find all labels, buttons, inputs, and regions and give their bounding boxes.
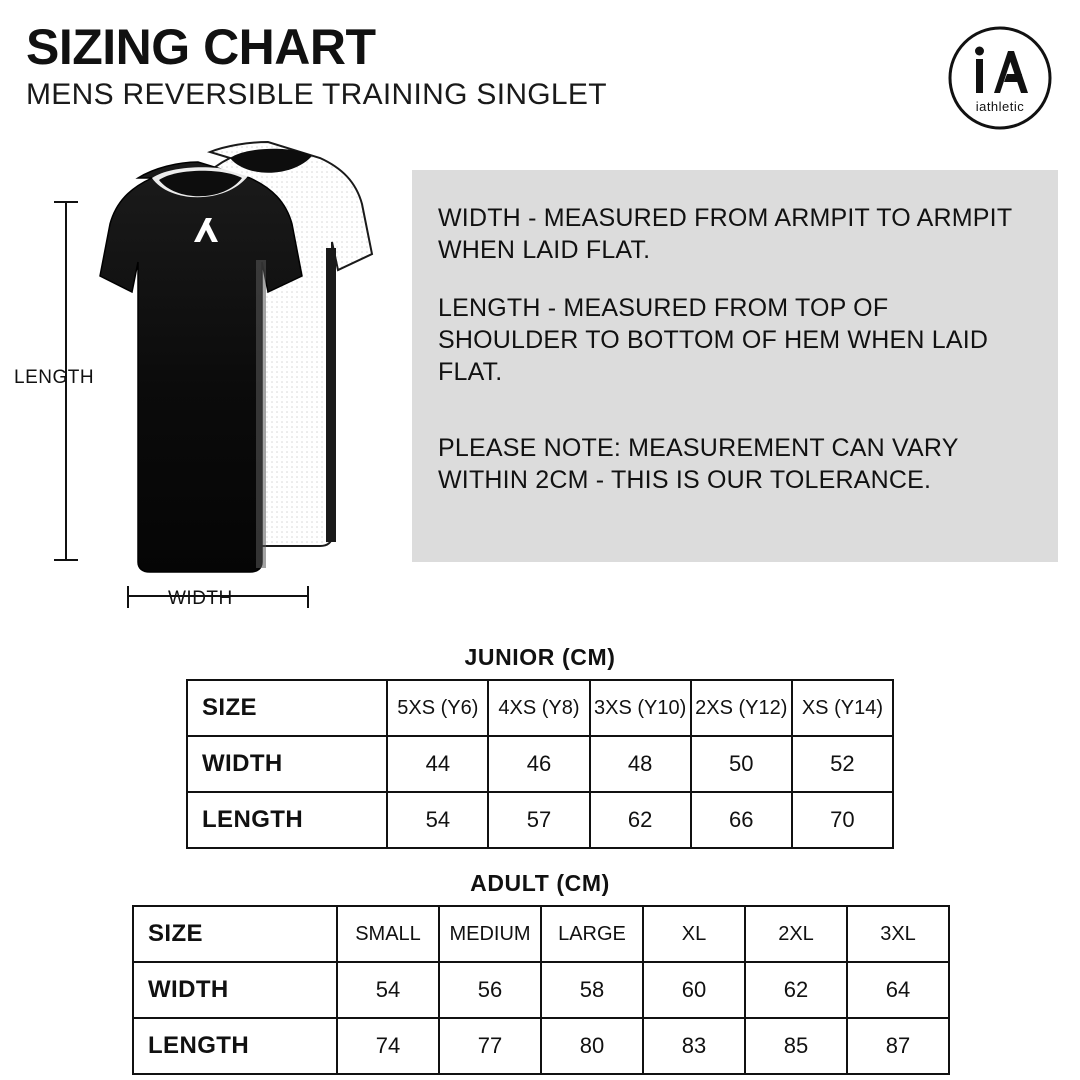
table-row (133, 1018, 949, 1074)
adult-length-4: 83 (643, 1018, 745, 1074)
junior-length-1: 54 (387, 792, 488, 848)
row-label-length: LENGTH (133, 1018, 337, 1074)
row-label-size: SIZE (187, 680, 387, 736)
measurement-notes-panel (412, 170, 1058, 562)
junior-size-1: 5XS (Y6) (387, 680, 488, 736)
adult-width-1: 54 (337, 962, 439, 1018)
row-label-size: SIZE (133, 906, 337, 962)
adult-width-6: 64 (847, 962, 949, 1018)
junior-width-4: 50 (691, 736, 792, 792)
junior-width-1: 44 (387, 736, 488, 792)
note-length: LENGTH - MEASURED FROM TOP OF SHOULDER TO BOTTOM OF HEM WHEN LAID FLAT. (438, 294, 989, 386)
adult-length-1: 74 (337, 1018, 439, 1074)
adult-table-caption: ADULT (CM) (470, 870, 610, 896)
adult-length-2: 77 (439, 1018, 541, 1074)
junior-size-4: 2XS (Y12) (691, 680, 792, 736)
junior-length-5: 70 (792, 792, 893, 848)
adult-size-table (132, 905, 950, 1075)
page-header (26, 19, 1054, 111)
row-label-width: WIDTH (133, 962, 337, 1018)
note-width: WIDTH - MEASURED FROM ARMPIT TO ARMPIT WHEN LAID FLAT. (438, 204, 1012, 264)
adult-size-6: 3XL (847, 906, 949, 962)
iathletic-logo (948, 26, 1052, 130)
svg-text:iathletic: iathletic (975, 99, 1025, 114)
junior-width-2: 46 (488, 736, 589, 792)
junior-size-3: 3XS (Y10) (590, 680, 691, 736)
junior-width-3: 48 (590, 736, 691, 792)
adult-length-3: 80 (541, 1018, 643, 1074)
table-row (187, 736, 893, 792)
length-dimension-label: LENGTH (14, 367, 95, 388)
adult-width-2: 56 (439, 962, 541, 1018)
adult-size-2: MEDIUM (439, 906, 541, 962)
adult-length-6: 87 (847, 1018, 949, 1074)
junior-size-2: 4XS (Y8) (488, 680, 589, 736)
adult-width-4: 60 (643, 962, 745, 1018)
table-row (133, 962, 949, 1018)
table-row (187, 680, 893, 736)
row-label-length: LENGTH (187, 792, 387, 848)
junior-size-5: XS (Y14) (792, 680, 893, 736)
adult-width-5: 62 (745, 962, 847, 1018)
adult-size-table-block (132, 870, 948, 1075)
junior-length-2: 57 (488, 792, 589, 848)
junior-length-3: 62 (590, 792, 691, 848)
junior-table-caption: JUNIOR (CM) (464, 644, 616, 670)
note-tolerance: PLEASE NOTE: MEASUREMENT CAN VARY WITHIN 2CM - THIS IS OUR TOLERANCE. (438, 434, 959, 494)
junior-size-table (186, 679, 894, 849)
adult-size-5: 2XL (745, 906, 847, 962)
page-title: SIZING CHART (26, 19, 376, 75)
junior-size-table-block (186, 644, 894, 849)
row-label-width: WIDTH (187, 736, 387, 792)
adult-size-3: LARGE (541, 906, 643, 962)
page-subtitle: MENS REVERSIBLE TRAINING SINGLET (26, 78, 607, 111)
junior-width-5: 52 (792, 736, 893, 792)
table-row (187, 792, 893, 848)
junior-length-4: 66 (691, 792, 792, 848)
table-row (133, 906, 949, 962)
adult-width-3: 58 (541, 962, 643, 1018)
width-dimension-label: WIDTH (168, 588, 233, 609)
adult-size-1: SMALL (337, 906, 439, 962)
adult-length-5: 85 (745, 1018, 847, 1074)
adult-size-4: XL (643, 906, 745, 962)
